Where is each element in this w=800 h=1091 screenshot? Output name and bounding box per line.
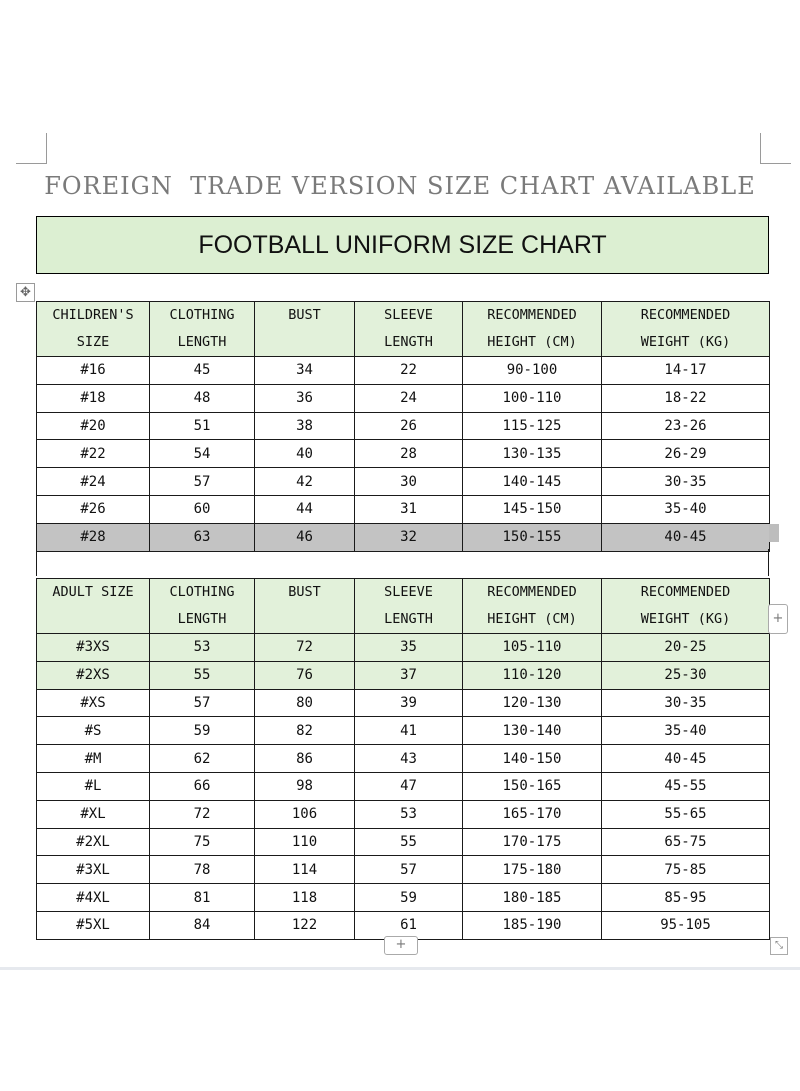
value-cell: 110-120 bbox=[463, 661, 602, 689]
header-cell: CLOTHING LENGTH bbox=[150, 302, 255, 357]
table-row bbox=[37, 523, 770, 551]
header-cell: RECOMMENDED WEIGHT (KG) bbox=[602, 579, 770, 634]
table-row bbox=[37, 856, 770, 884]
value-cell: 35-40 bbox=[602, 717, 770, 745]
value-cell: 120-130 bbox=[463, 689, 602, 717]
value-cell: 57 bbox=[355, 856, 463, 884]
value-cell: 130-140 bbox=[463, 717, 602, 745]
value-cell: 26-29 bbox=[602, 440, 770, 468]
value-cell: 165-170 bbox=[463, 800, 602, 828]
value-cell: 35-40 bbox=[602, 495, 770, 523]
value-cell: 14-17 bbox=[602, 357, 770, 385]
value-cell: 84 bbox=[150, 911, 255, 939]
value-cell: 39 bbox=[355, 689, 463, 717]
value-cell: 20-25 bbox=[602, 634, 770, 662]
size-cell: #4XL bbox=[37, 884, 150, 912]
size-cell: #26 bbox=[37, 495, 150, 523]
value-cell: 114 bbox=[255, 856, 355, 884]
chart-title: FOOTBALL UNIFORM SIZE CHART bbox=[198, 230, 607, 259]
plus-icon[interactable]: + bbox=[384, 936, 418, 955]
size-cell: #24 bbox=[37, 468, 150, 496]
size-cell: #L bbox=[37, 772, 150, 800]
value-cell: 25-30 bbox=[602, 661, 770, 689]
value-cell: 175-180 bbox=[463, 856, 602, 884]
value-cell: 140-150 bbox=[463, 745, 602, 773]
value-cell: 36 bbox=[255, 384, 355, 412]
value-cell: 38 bbox=[255, 412, 355, 440]
header-cell: ADULT SIZE bbox=[37, 579, 150, 634]
value-cell: 55 bbox=[355, 828, 463, 856]
table-row bbox=[37, 828, 770, 856]
value-cell: 48 bbox=[150, 384, 255, 412]
value-cell: 66 bbox=[150, 772, 255, 800]
table-row bbox=[37, 384, 770, 412]
plus-icon[interactable]: + bbox=[768, 604, 788, 634]
table-row bbox=[37, 689, 770, 717]
header-cell: BUST bbox=[255, 579, 355, 634]
value-cell: 72 bbox=[255, 634, 355, 662]
value-cell: 170-175 bbox=[463, 828, 602, 856]
value-cell: 30-35 bbox=[602, 468, 770, 496]
value-cell: 59 bbox=[150, 717, 255, 745]
header-cell: CLOTHING LENGTH bbox=[150, 579, 255, 634]
value-cell: 40-45 bbox=[602, 745, 770, 773]
value-cell: 57 bbox=[150, 468, 255, 496]
value-cell: 61 bbox=[355, 911, 463, 939]
size-cell: #2XL bbox=[37, 828, 150, 856]
value-cell: 26 bbox=[355, 412, 463, 440]
value-cell: 43 bbox=[355, 745, 463, 773]
value-cell: 86 bbox=[255, 745, 355, 773]
children-header-row bbox=[37, 302, 770, 357]
size-cell: #XL bbox=[37, 800, 150, 828]
value-cell: 35 bbox=[355, 634, 463, 662]
value-cell: 30-35 bbox=[602, 689, 770, 717]
table-spacer bbox=[36, 549, 769, 576]
value-cell: 18-22 bbox=[602, 384, 770, 412]
header-cell: CHILDREN'S SIZE bbox=[37, 302, 150, 357]
value-cell: 32 bbox=[355, 523, 463, 551]
value-cell: 140-145 bbox=[463, 468, 602, 496]
size-cell: #M bbox=[37, 745, 150, 773]
value-cell: 110 bbox=[255, 828, 355, 856]
size-cell: #16 bbox=[37, 357, 150, 385]
value-cell: 62 bbox=[150, 745, 255, 773]
size-cell: #5XL bbox=[37, 911, 150, 939]
value-cell: 46 bbox=[255, 523, 355, 551]
resize-icon[interactable]: ⤡ bbox=[770, 937, 788, 955]
size-cell: #XS bbox=[37, 689, 150, 717]
table-row bbox=[37, 495, 770, 523]
value-cell: 45 bbox=[150, 357, 255, 385]
table-row bbox=[37, 661, 770, 689]
table-row bbox=[37, 800, 770, 828]
value-cell: 41 bbox=[355, 717, 463, 745]
value-cell: 63 bbox=[150, 523, 255, 551]
value-cell: 22 bbox=[355, 357, 463, 385]
value-cell: 40-45 bbox=[602, 523, 770, 551]
size-cell: #3XL bbox=[37, 856, 150, 884]
value-cell: 145-150 bbox=[463, 495, 602, 523]
header-cell: RECOMMENDED HEIGHT (CM) bbox=[463, 579, 602, 634]
value-cell: 55 bbox=[150, 661, 255, 689]
value-cell: 59 bbox=[355, 884, 463, 912]
value-cell: 78 bbox=[150, 856, 255, 884]
table-row bbox=[37, 745, 770, 773]
adult-header-row bbox=[37, 579, 770, 634]
crop-mark-top-left bbox=[16, 133, 47, 164]
page-divider bbox=[0, 967, 800, 970]
value-cell: 24 bbox=[355, 384, 463, 412]
value-cell: 75 bbox=[150, 828, 255, 856]
value-cell: 55-65 bbox=[602, 800, 770, 828]
value-cell: 180-185 bbox=[463, 884, 602, 912]
value-cell: 53 bbox=[355, 800, 463, 828]
value-cell: 47 bbox=[355, 772, 463, 800]
value-cell: 98 bbox=[255, 772, 355, 800]
size-cell: #2XS bbox=[37, 661, 150, 689]
value-cell: 37 bbox=[355, 661, 463, 689]
header-cell: BUST bbox=[255, 302, 355, 357]
table-row bbox=[37, 717, 770, 745]
size-cell: #18 bbox=[37, 384, 150, 412]
table-row bbox=[37, 357, 770, 385]
header-cell: SLEEVE LENGTH bbox=[355, 579, 463, 634]
value-cell: 44 bbox=[255, 495, 355, 523]
value-cell: 60 bbox=[150, 495, 255, 523]
value-cell: 80 bbox=[255, 689, 355, 717]
value-cell: 75-85 bbox=[602, 856, 770, 884]
crop-mark-top-right bbox=[760, 133, 791, 164]
value-cell: 34 bbox=[255, 357, 355, 385]
value-cell: 81 bbox=[150, 884, 255, 912]
value-cell: 90-100 bbox=[463, 357, 602, 385]
value-cell: 76 bbox=[255, 661, 355, 689]
value-cell: 95-105 bbox=[602, 911, 770, 939]
value-cell: 150-155 bbox=[463, 523, 602, 551]
value-cell: 65-75 bbox=[602, 828, 770, 856]
children-size-table bbox=[36, 301, 770, 552]
size-cell: #22 bbox=[37, 440, 150, 468]
size-cell: #S bbox=[37, 717, 150, 745]
adult-size-table bbox=[36, 578, 770, 940]
value-cell: 85-95 bbox=[602, 884, 770, 912]
table-row bbox=[37, 772, 770, 800]
scroll-indicator[interactable] bbox=[769, 524, 779, 542]
value-cell: 118 bbox=[255, 884, 355, 912]
value-cell: 23-26 bbox=[602, 412, 770, 440]
value-cell: 30 bbox=[355, 468, 463, 496]
value-cell: 105-110 bbox=[463, 634, 602, 662]
value-cell: 28 bbox=[355, 440, 463, 468]
size-cell: #28 bbox=[37, 523, 150, 551]
table-row bbox=[37, 468, 770, 496]
size-cell: #20 bbox=[37, 412, 150, 440]
value-cell: 42 bbox=[255, 468, 355, 496]
value-cell: 72 bbox=[150, 800, 255, 828]
table-row bbox=[37, 634, 770, 662]
value-cell: 100-110 bbox=[463, 384, 602, 412]
value-cell: 150-165 bbox=[463, 772, 602, 800]
value-cell: 82 bbox=[255, 717, 355, 745]
size-cell: #3XS bbox=[37, 634, 150, 662]
move-icon[interactable]: ✥ bbox=[16, 283, 35, 302]
value-cell: 31 bbox=[355, 495, 463, 523]
chart-title-box bbox=[36, 216, 769, 274]
value-cell: 40 bbox=[255, 440, 355, 468]
value-cell: 185-190 bbox=[463, 911, 602, 939]
header-cell: SLEEVE LENGTH bbox=[355, 302, 463, 357]
value-cell: 130-135 bbox=[463, 440, 602, 468]
page-heading: FOREIGN TRADE VERSION SIZE CHART AVAILABLE bbox=[44, 172, 756, 200]
value-cell: 51 bbox=[150, 412, 255, 440]
value-cell: 54 bbox=[150, 440, 255, 468]
value-cell: 106 bbox=[255, 800, 355, 828]
value-cell: 115-125 bbox=[463, 412, 602, 440]
header-cell: RECOMMENDED WEIGHT (KG) bbox=[602, 302, 770, 357]
value-cell: 57 bbox=[150, 689, 255, 717]
table-row bbox=[37, 440, 770, 468]
value-cell: 45-55 bbox=[602, 772, 770, 800]
table-row bbox=[37, 412, 770, 440]
header-cell: RECOMMENDED HEIGHT (CM) bbox=[463, 302, 602, 357]
table-row bbox=[37, 884, 770, 912]
value-cell: 53 bbox=[150, 634, 255, 662]
value-cell: 122 bbox=[255, 911, 355, 939]
